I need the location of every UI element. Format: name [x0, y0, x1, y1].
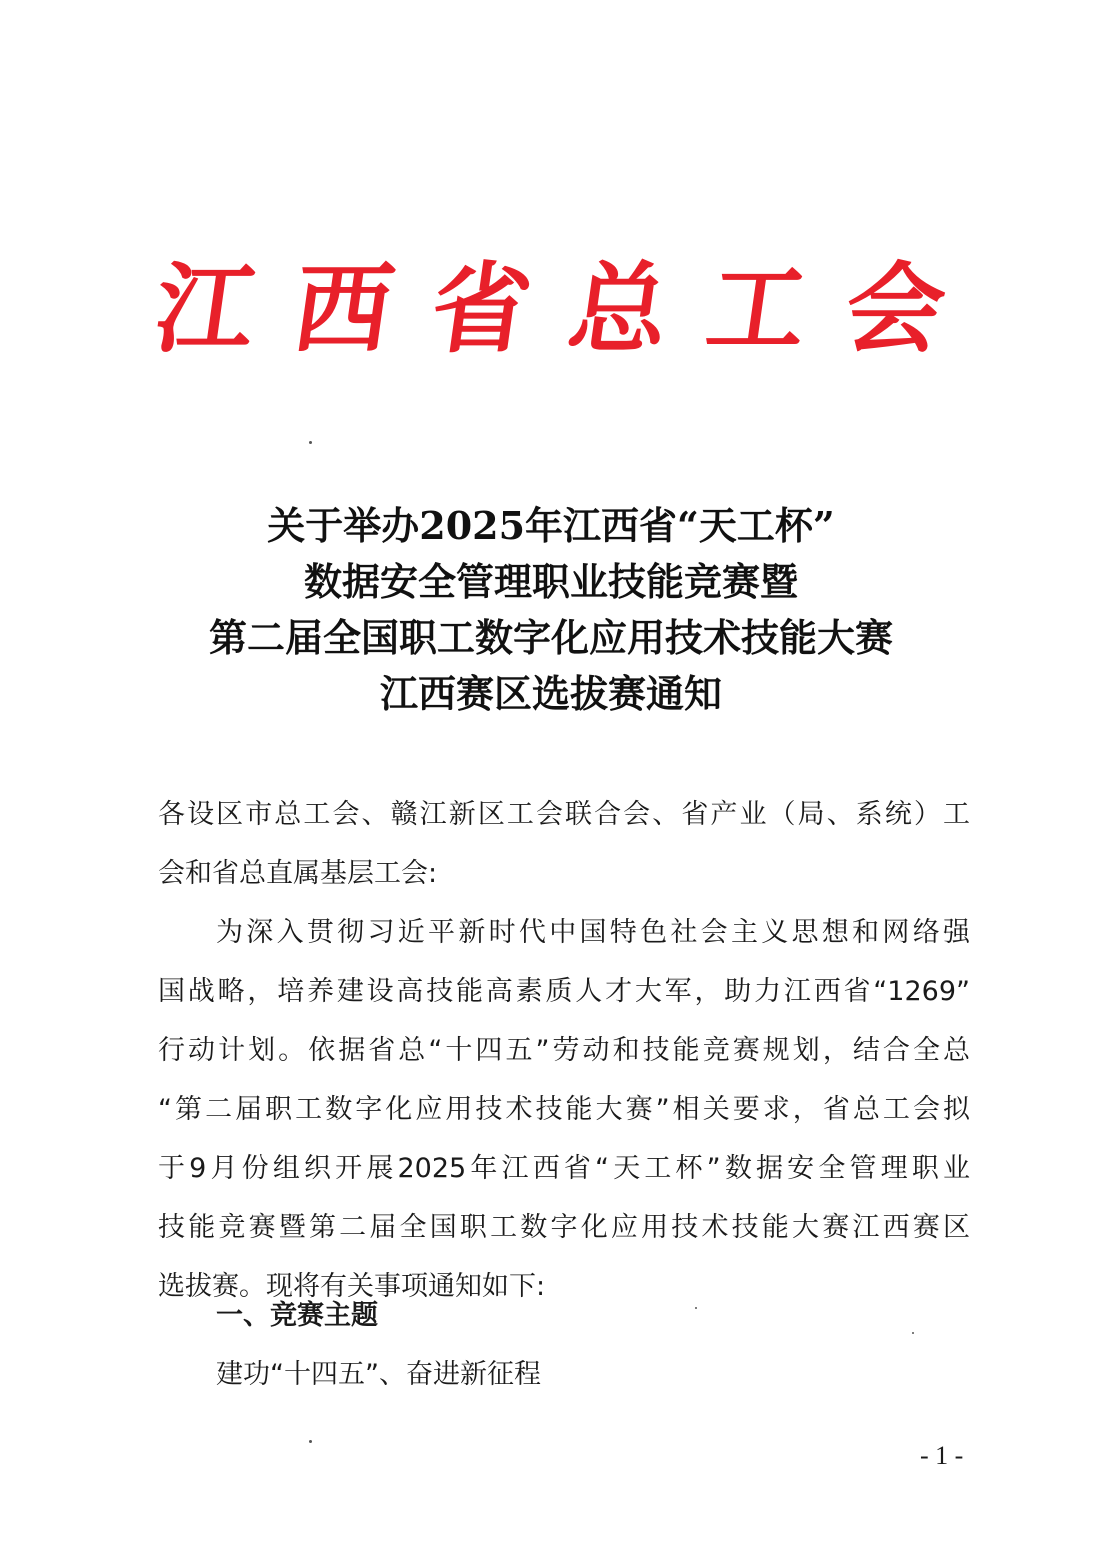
paragraph-line: 国战略，培养建设高技能高素质人才大军，助力江西省“1269”: [158, 976, 970, 1007]
masthead: [147, 252, 953, 367]
masthead-char: 省: [423, 252, 539, 367]
scan-speck: [912, 1332, 914, 1334]
paragraph-line: 技能竞赛暨第二届全国职工数字化应用技术技能大赛江西赛区: [158, 1212, 970, 1243]
masthead-char: 会: [837, 252, 953, 367]
section-text: 建功“十四五”、奋进新征程: [216, 1359, 541, 1390]
title-line: 关于举办2025年江西省“天工杯”: [267, 503, 835, 548]
masthead-char: 总: [561, 252, 677, 367]
paragraph-line: 行动计划。依据省总“十四五”劳动和技能竞赛规划，结合全总: [158, 1035, 970, 1066]
title-line: 江西赛区选拔赛通知: [379, 671, 722, 716]
scan-speck: [695, 1307, 697, 1309]
section-heading: 一、竞赛主题: [216, 1300, 378, 1331]
salutation-line: 会和省总直属基层工会:: [158, 858, 438, 889]
masthead-char: 工: [699, 252, 815, 367]
title-line: 第二届全国职工数字化应用技术技能大赛: [208, 615, 893, 660]
salutation-line: 各设区市总工会、赣江新区工会联合会、省产业（局、系统）工: [158, 799, 970, 830]
intro-paragraph: [158, 903, 970, 1316]
masthead-char: 西: [285, 252, 401, 367]
paragraph-line: 为深入贯彻习近平新时代中国特色社会主义思想和网络强: [216, 917, 970, 948]
salutation: [158, 785, 970, 903]
masthead-char: 江: [147, 252, 263, 367]
paragraph-line: 于9月份组织开展2025年江西省“天工杯”数据安全管理职业: [158, 1153, 970, 1184]
page-number: - 1 -: [920, 1441, 964, 1470]
title-line: 数据安全管理职业技能竞赛暨: [303, 559, 798, 604]
document-title: [130, 498, 972, 722]
scan-speck: [309, 441, 312, 444]
paragraph-line: 选拔赛。现将有关事项通知如下:: [158, 1271, 546, 1302]
scan-speck: [309, 1440, 312, 1443]
paragraph-line: “第二届职工数字化应用技术技能大赛”相关要求，省总工会拟: [158, 1094, 970, 1125]
section-1: [158, 1286, 970, 1404]
